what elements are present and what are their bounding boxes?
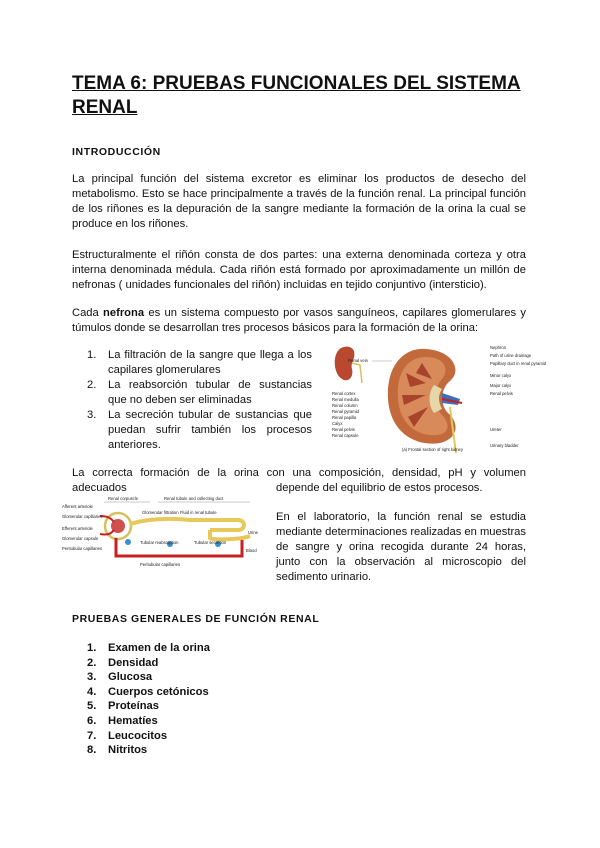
p3-suffix: es un sistema compuesto por vasos sanguíneos, capilares glomerulares y túmulos donde se desarrollan tres procesos básicos para la formación de la orina:: [72, 307, 526, 334]
svg-text:Minor calyx: Minor calyx: [490, 373, 512, 378]
svg-text:Renal vein: Renal vein: [348, 358, 368, 363]
paragraph-5: En el laboratorio, la función renal se estudia mediante determinaciones realizadas en muestras de sangre y orina recogida durante 24 horas, junto con la observación al microscopio del sedimento urinario.: [276, 511, 526, 583]
svg-text:Renal papilla: Renal papilla: [332, 415, 357, 420]
list-item: 2. Densidad: [87, 656, 159, 669]
svg-text:Tubular secretion: Tubular secretion: [194, 540, 227, 545]
svg-text:Renal cortex: Renal cortex: [332, 391, 356, 396]
list-item: 3. La secreción tubular de sustancias que puedan sufrir también los procesos anteriores.: [87, 409, 312, 451]
paragraph-4-line-2: depende del equilibrio de estos procesos.: [276, 482, 483, 494]
svg-text:Blood: Blood: [246, 548, 257, 553]
svg-text:Glomerular capillaries: Glomerular capillaries: [62, 514, 103, 519]
svg-text:Renal pyramid: Renal pyramid: [332, 409, 359, 414]
intro-heading: INTRODUCCIÓN: [72, 146, 161, 158]
list-item: 1. La filtración de la sangre que llega a los capilares glomerulares: [87, 349, 312, 376]
list-item: 8. Nitritos: [87, 744, 148, 757]
svg-text:(a) Frontal section of right k: (a) Frontal section of right kidney: [402, 447, 463, 452]
svg-text:Calyx: Calyx: [332, 421, 343, 426]
svg-text:Peritubular capillaries: Peritubular capillaries: [140, 562, 181, 567]
svg-text:Fluid in renal tubule: Fluid in renal tubule: [180, 510, 217, 515]
svg-text:Tubular reabsorption: Tubular reabsorption: [140, 540, 179, 545]
general-tests-heading: PRUEBAS GENERALES DE FUNCIÓN RENAL: [72, 613, 320, 625]
nephron-labels-left: [62, 504, 103, 551]
svg-text:Papillary duct in renal pyrami: Papillary duct in renal pyramid: [490, 361, 547, 366]
paragraph-1: La principal función del sistema excretor es eliminar los productos de desecho del metabolismo. Esto se hace principalmente a través de la función renal. La principal función de los riñones es la depuración de la sangre mediante la formación de la orina la cual se produce en los riñones.: [72, 173, 526, 230]
list-item: 6. Hematíes: [87, 714, 158, 727]
kidney-figure: [330, 343, 547, 455]
svg-text:Afferent arteriole: Afferent arteriole: [62, 504, 93, 509]
svg-text:Nephron: Nephron: [490, 345, 507, 350]
svg-text:Renal tubule and collecting du: Renal tubule and collecting duct: [164, 496, 224, 501]
svg-text:Urine: Urine: [248, 530, 259, 535]
svg-text:Path of urine drainage: Path of urine drainage: [490, 353, 532, 358]
svg-text:Renal column: Renal column: [332, 403, 358, 408]
svg-text:Glomerular filtration: Glomerular filtration: [142, 510, 179, 515]
svg-text:Renal pelvis: Renal pelvis: [332, 427, 355, 432]
svg-text:Glomerular capsule: Glomerular capsule: [62, 536, 99, 541]
list-item: 5. Proteínas: [87, 700, 159, 713]
nephron-figure: [60, 494, 266, 578]
list-item: 4. Cuerpos cetónicos: [87, 685, 209, 698]
p3-prefix: Cada: [72, 307, 104, 319]
list-item: 2. La reabsorción tubular de sustancias que no deben ser eliminadas: [87, 379, 312, 406]
paragraph-2: Estructuralmente el riñón consta de dos partes: una externa denominada corteza y otra interna denominada médula. Cada riñón está formado por aproximadamente un millón de nefronas ( unidades funcionales del riñón) incluidas en tejido conjuntivo (intersticio).: [72, 249, 526, 291]
small-kidney: [335, 347, 355, 381]
svg-text:Efferent arteriole: Efferent arteriole: [62, 526, 93, 531]
renal-tubule: [130, 519, 244, 530]
list-item: 7. Leucocitos: [87, 729, 168, 742]
svg-text:Major calyx: Major calyx: [490, 383, 512, 388]
svg-text:Ureter: Ureter: [490, 427, 502, 432]
process-list: [72, 348, 312, 453]
svg-text:Renal medulla: Renal medulla: [332, 397, 359, 402]
svg-text:Urinary bladder: Urinary bladder: [490, 443, 519, 448]
list-item: 1. Examen de la orina: [87, 642, 210, 654]
svg-text:Peritubular capillaries: Peritubular capillaries: [62, 546, 103, 551]
page-title: TEMA 6: PRUEBAS FUNCIONALES DEL SISTEMA RENAL: [72, 73, 521, 118]
list-item: 3. Glucosa: [87, 671, 153, 684]
svg-text:Renal corpuscle: Renal corpuscle: [108, 496, 139, 501]
tests-list: [72, 641, 372, 758]
svg-text:Renal pelvis: Renal pelvis: [490, 391, 513, 396]
svg-text:Renal capsule: Renal capsule: [332, 433, 359, 438]
nephron-term: nefrona: [103, 307, 145, 319]
paragraph-3: [72, 306, 526, 336]
paragraph-4-line-1: La correcta formación de la orina con una composición, densidad, pH y volumen adecuados: [72, 467, 526, 494]
